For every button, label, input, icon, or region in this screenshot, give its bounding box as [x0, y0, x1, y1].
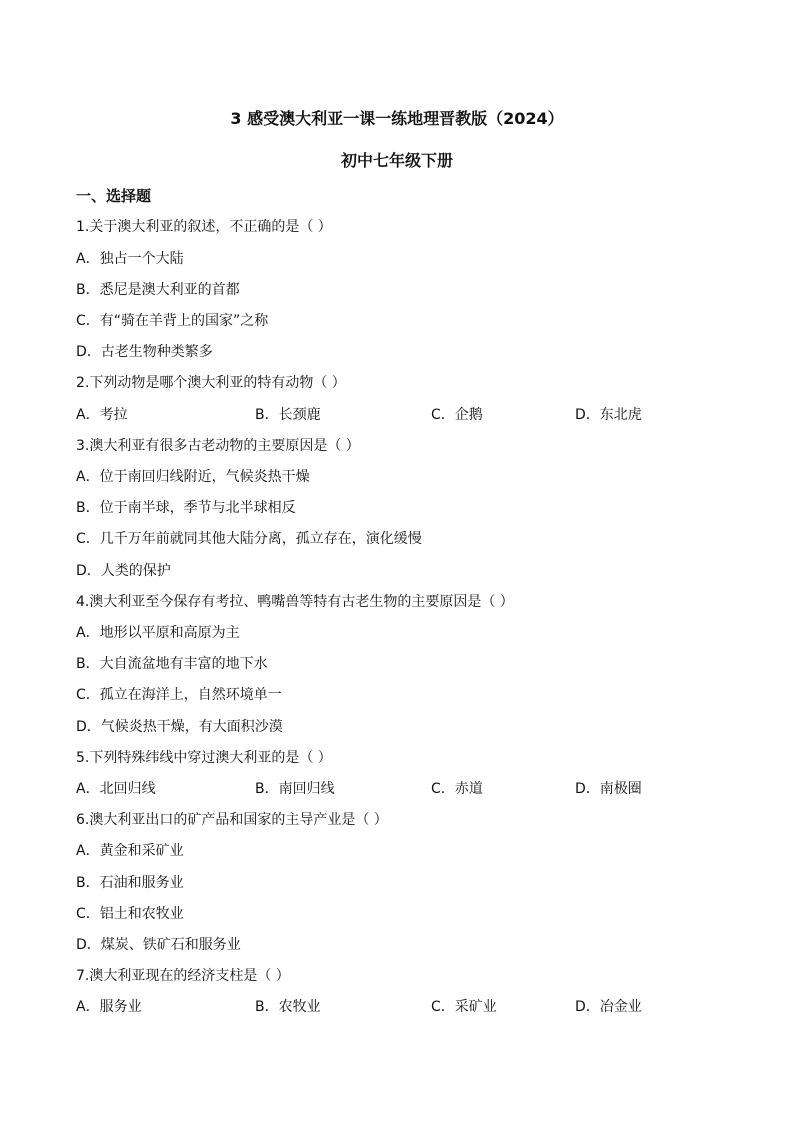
question-3-option-b: B．位于南半球，季节与北半球相反	[76, 500, 296, 516]
question-1-option-d: D．古老生物种类繁多	[76, 344, 213, 360]
question-3-option-c: C．几千万年前就同其他大陆分离，孤立存在，演化缓慢	[76, 531, 422, 547]
question-2-option-d: D．东北虎	[575, 407, 642, 423]
question-1-stem: 1.关于澳大利亚的叙述，不正确的是（ ）	[76, 219, 332, 235]
question-2-option-b: B．长颈鹿	[255, 407, 321, 423]
question-1-option-b: B．悉尼是澳大利亚的首都	[76, 282, 240, 298]
question-5-option-d: D．南极圈	[575, 781, 642, 797]
question-7-stem: 7.澳大利亚现在的经济支柱是（ ）	[76, 968, 290, 984]
question-2-option-a: A．考拉	[76, 407, 128, 423]
question-6-option-b: B．石油和服务业	[76, 875, 184, 891]
question-1-option-c: C．有“骑在羊背上的国家”之称	[76, 313, 269, 329]
question-5-option-a: A．北回归线	[76, 781, 156, 797]
question-7-option-d: D．冶金业	[575, 999, 642, 1015]
question-5-stem: 5.下列特殊纬线中穿过澳大利亚的是（ ）	[76, 750, 332, 766]
question-4-option-d: D．气候炎热干燥，有大面积沙漠	[76, 719, 283, 735]
question-2-option-c: C．企鹅	[431, 407, 483, 423]
question-1-option-a: A．独占一个大陆	[76, 251, 184, 267]
question-6-option-c: C．铝土和农牧业	[76, 906, 184, 922]
question-7-option-a: A．服务业	[76, 999, 142, 1015]
question-6-option-a: A．黄金和采矿业	[76, 843, 184, 859]
question-4-option-a: A．地形以平原和高原为主	[76, 625, 240, 641]
question-3-stem: 3.澳大利亚有很多古老动物的主要原因是（ ）	[76, 438, 360, 454]
question-4-option-c: C．孤立在海洋上，自然环境单一	[76, 687, 282, 703]
section-heading: 一、选择题	[76, 187, 152, 205]
question-2-stem: 2.下列动物是哪个澳大利亚的特有动物（ ）	[76, 375, 346, 391]
question-3-option-a: A．位于南回归线附近，气候炎热干燥	[76, 469, 310, 485]
question-5-option-b: B．南回归线	[255, 781, 335, 797]
question-7-option-b: B．农牧业	[255, 999, 321, 1015]
question-4-option-b: B．大自流盆地有丰富的地下水	[76, 656, 268, 672]
question-5-option-c: C．赤道	[431, 781, 483, 797]
page-subtitle: 初中七年级下册	[340, 151, 453, 170]
question-6-stem: 6.澳大利亚出口的矿产品和国家的主导产业是（ ）	[76, 812, 388, 828]
question-7-option-c: C．采矿业	[431, 999, 497, 1015]
question-6-option-d: D．煤炭、铁矿石和服务业	[76, 937, 241, 953]
page-title: 3 感受澳大利亚一课一练地理晋教版（2024）	[230, 109, 564, 128]
question-3-option-d: D．人类的保护	[76, 563, 171, 579]
question-4-stem: 4.澳大利亚至今保存有考拉、鸭嘴兽等特有古老生物的主要原因是（ ）	[76, 594, 514, 610]
